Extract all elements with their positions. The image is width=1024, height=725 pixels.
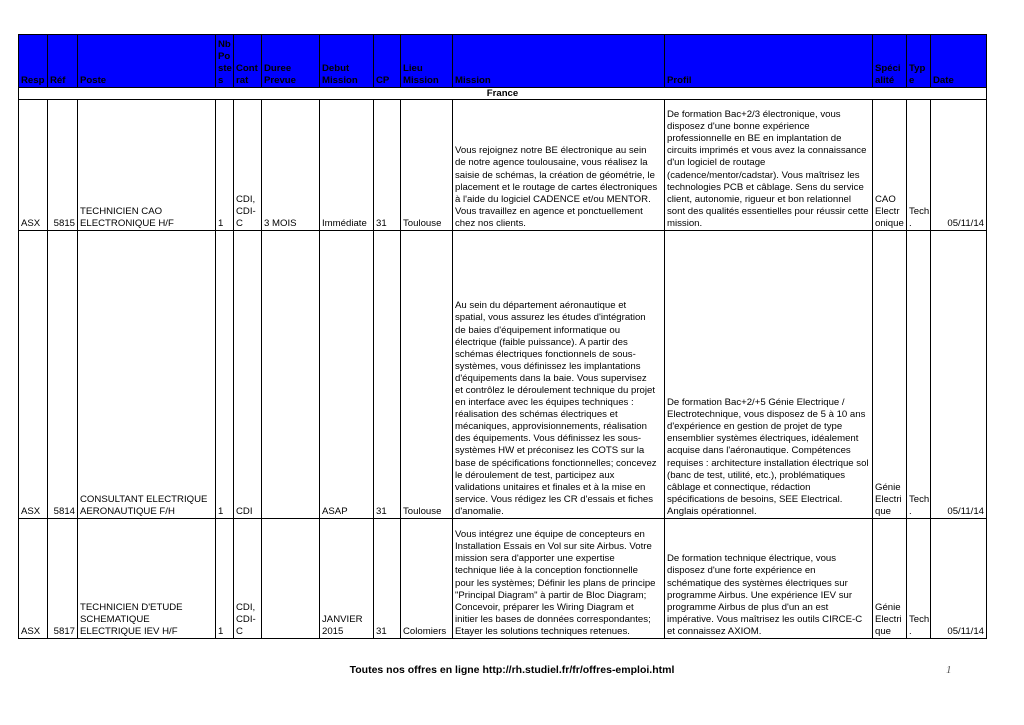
header-mission: Mission [453, 35, 665, 88]
cell-duree [262, 519, 320, 639]
cell-debut: Immédiate [320, 100, 374, 231]
region-label: France [19, 88, 987, 100]
cell-contrat: CDI, CDI- C [234, 100, 262, 231]
cell-debut: ASAP [320, 231, 374, 519]
cell-profil: De formation technique électrique, vous disposez d'une forte expérience en schématique des systèmes électriques sur programme Airbus. Une expérience IEV sur programme Airbus de plus d'un an est impérative. Vous maîtrisez les outils CIRCE-C et connaissez AXIOM. [665, 519, 873, 639]
header-debut: Debut Mission [320, 35, 374, 88]
cell-duree: 3 MOIS [262, 100, 320, 231]
cell-poste: TECHNICIEN D'ETUDE SCHEMATIQUE ELECTRIQUE IEV H/F [78, 519, 216, 639]
header-specialite: Spéci alité [873, 35, 907, 88]
cell-date: 05/11/14 [931, 519, 987, 639]
cell-type: Tech . [907, 100, 931, 231]
table-row [19, 100, 987, 231]
cell-specialite: Génie Electri que [873, 519, 907, 639]
cell-profil: De formation Bac+2/+5 Génie Electrique / Electrotechnique, vous disposez de 5 à 10 ans d'expérience en gestion de projet de type ensemblier systèmes électriques, idéalement acquise dans l'aéronautique. Compétences requises : architecture installation électrique sol (banc de test, utilité, etc.), problématiques câblage et connectique, rédaction spécifications de besoins, SEE Electrical. Anglais opérationnel. [665, 231, 873, 519]
cell-specialite: CAO Electr onique [873, 100, 907, 231]
header-duree: Duree Prevue [262, 35, 320, 88]
cell-mission: Vous rejoignez notre BE électronique au sein de notre agence toulousaine, vous réalisez la saisie de schémas, la création de géométrie, le placement et le routage de cartes électroniques à l'aide du logiciel CADENCE et/ou MENTOR. Vous travaillez en agence et ponctuellement chez nos clients. [453, 100, 665, 231]
cell-ref: 5814 [48, 231, 78, 519]
table-row [19, 231, 987, 519]
page-number: 1 [946, 664, 952, 676]
cell-date: 05/11/14 [931, 231, 987, 519]
cell-ref: 5817 [48, 519, 78, 639]
cell-nb-postes: 1 [216, 231, 234, 519]
cell-profil: De formation Bac+2/3 électronique, vous disposez d'une bonne expérience professionnelle en BE en implantation de circuits imprimés et vous avez la connaissance d'un logiciel de routage (cadence/mentor/cadstar). Vous maîtrisez les technologies PCB et câblage. Sens du service client, autonomie, rigueur et bon relationnel sont des qualités essentielles pour réussir cette mission. [665, 100, 873, 231]
cell-resp: ASX [19, 100, 48, 231]
header-poste: Poste [78, 35, 216, 88]
cell-debut: JANVIER 2015 [320, 519, 374, 639]
cell-poste: CONSULTANT ELECTRIQUE AERONAUTIQUE F/H [78, 231, 216, 519]
table-header-row [19, 35, 987, 88]
header-type: Typ e [907, 35, 931, 88]
cell-mission: Au sein du département aéronautique et spatial, vous assurez les études d'intégration de baies d'équipement informatique ou électrique (faible puissance). A partir des schémas électriques fonctionnels de sous- systèmes, vous définissez les implantations d'équipements dans la baie. Vous supervisez et contrôlez le déroulement technique du projet en interface avec les équipes techniques : réalisation des schémas électriques et mécaniques, approvisionnements, réalisation des équipements. Vous définissez les sous- systèmes HW et préconisez les COTS sur la base de spécifications fonctionnelles; concevez le déroulement de test, participez aux validations unitaires et finales et à la mise en service. Vous rédigez les CR d'essais et fiches d'anomalie. [453, 231, 665, 519]
cell-resp: ASX [19, 231, 48, 519]
header-resp: Resp [19, 35, 48, 88]
cell-duree [262, 231, 320, 519]
cell-cp: 31 [374, 519, 401, 639]
cell-date: 05/11/14 [931, 100, 987, 231]
header-profil: Profil [665, 35, 873, 88]
cell-mission: Vous intégrez une équipe de concepteurs en Installation Essais en Vol sur site Airbus. Votre mission sera d'apporter une expertise technique liée à la conception fonctionnelle pour les systèmes; Définir les plans de principe "Principal Diagram" à partir de Bloc Diagram; Concevoir, préparer les Wiring Diagram et initier les bases de données correspondantes; Etayer les solutions techniques retenues. [453, 519, 665, 639]
cell-type: Tech . [907, 231, 931, 519]
cell-nb-postes: 1 [216, 519, 234, 639]
header-nb-postes: Nb Po ste s [216, 35, 234, 88]
cell-nb-postes: 1 [216, 100, 234, 231]
cell-contrat: CDI [234, 231, 262, 519]
cell-lieu: Toulouse [401, 100, 453, 231]
header-ref: Réf [48, 35, 78, 88]
region-row [19, 88, 987, 100]
cell-specialite: Génie Electri que [873, 231, 907, 519]
header-lieu: Lieu Mission [401, 35, 453, 88]
cell-lieu: Toulouse [401, 231, 453, 519]
cell-resp: ASX [19, 519, 48, 639]
cell-type: Tech . [907, 519, 931, 639]
job-offers-table [18, 34, 987, 639]
cell-ref: 5815 [48, 100, 78, 231]
cell-lieu: Colomiers [401, 519, 453, 639]
table-row [19, 519, 987, 639]
header-date: Date [931, 35, 987, 88]
header-cp: CP [374, 35, 401, 88]
header-contrat: Cont rat [234, 35, 262, 88]
cell-contrat: CDI, CDI- C [234, 519, 262, 639]
cell-cp: 31 [374, 100, 401, 231]
cell-poste: TECHNICIEN CAO ELECTRONIQUE H/F [78, 100, 216, 231]
footer-offers-link[interactable]: Toutes nos offres en ligne http://rh.studiel.fr/fr/offres-emploi.html [349, 664, 675, 676]
cell-cp: 31 [374, 231, 401, 519]
